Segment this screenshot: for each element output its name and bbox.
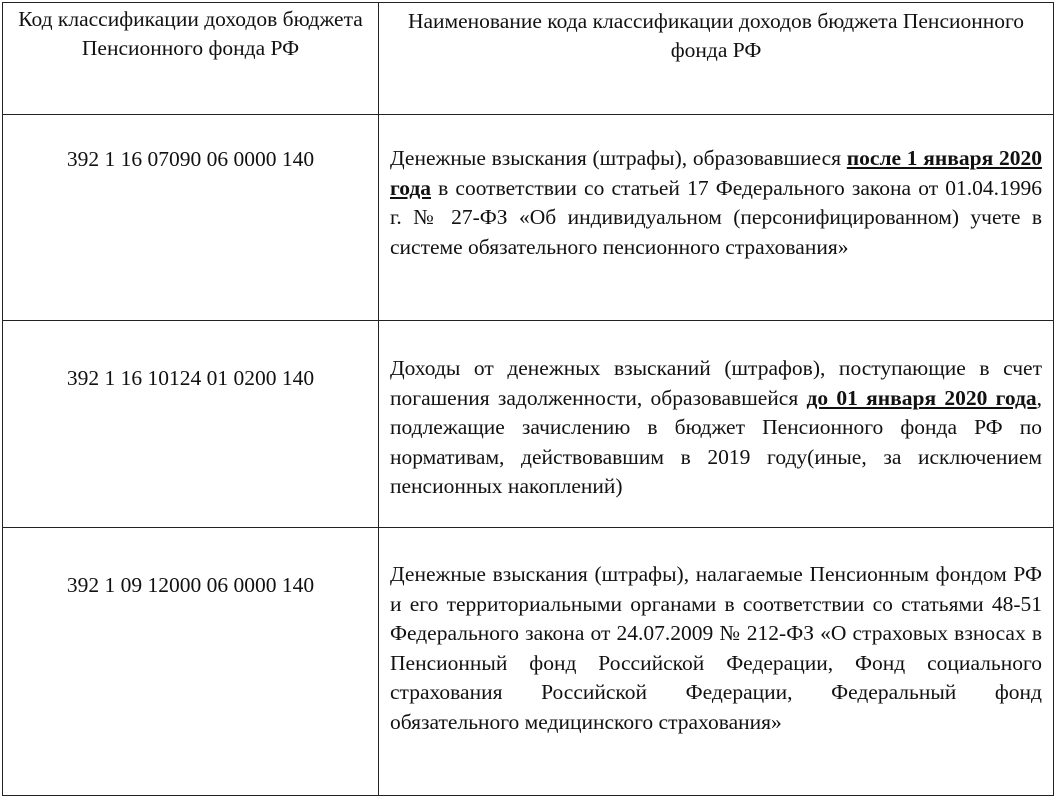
table-row [3,321,1054,528]
date-highlight: после 1 января 2020 года [390,146,1042,200]
description-cell [379,321,1054,528]
description-part: Денежные взыскания (штрафы), образовавшиеся [390,146,847,170]
description-part: , подлежащие зачислению в бюджет Пенсионного фонда РФ по нормативам, действовавшим в 2019 году(иные, за исключением пенсионных накоплений) [390,385,1042,498]
header-name-cell [379,3,1054,115]
table-row [3,528,1054,796]
description-part: Доходы от денежных взысканий (штрафов), поступающие в счет погашения задолженности, образовавшейся [390,356,1042,410]
description-part: в соответствии со статьей 17 Федерального закона от 01.04.1996 г. № 27-ФЗ «Об индивидуальном (персонифицированном) учете в системе обязательного пенсионного страхования» [390,175,1042,259]
description-text [379,115,1053,262]
header-code-text: Код классификации доходов бюджета Пенсионного фонда РФ [18,7,363,60]
date-highlight: до 01 января 2020 года [806,385,1037,410]
description-text [379,321,1053,502]
description-cell [379,528,1054,796]
income-codes-table [2,2,1054,796]
description-cell [379,115,1054,321]
code-cell [3,115,379,321]
code-cell [3,321,379,528]
header-code-cell [3,3,379,115]
code-text: 392 1 16 10124 01 0200 140 [66,366,315,390]
header-row [3,3,1054,115]
description-text: Денежные взыскания (штрафы), налагаемые Пенсионным фондом РФ и его территориальными органами в соответствии со статьями 48-51 Федерального закона от 24.07.2009 № 212-ФЗ «О страховых взносах в Пенсионный фонд Российской Федерации, Фонд социального страхования Российской Федерации, Федеральный фонд обязательного медицинского страхования» [390,562,1042,734]
header-name-text: Наименование кода классификации доходов бюджета Пенсионного фонда РФ [407,9,1025,62]
code-cell [3,528,379,796]
code-text: 392 1 09 12000 06 0000 140 [66,573,315,597]
table-row [3,115,1054,321]
code-text: 392 1 16 07090 06 0000 140 [66,147,315,171]
